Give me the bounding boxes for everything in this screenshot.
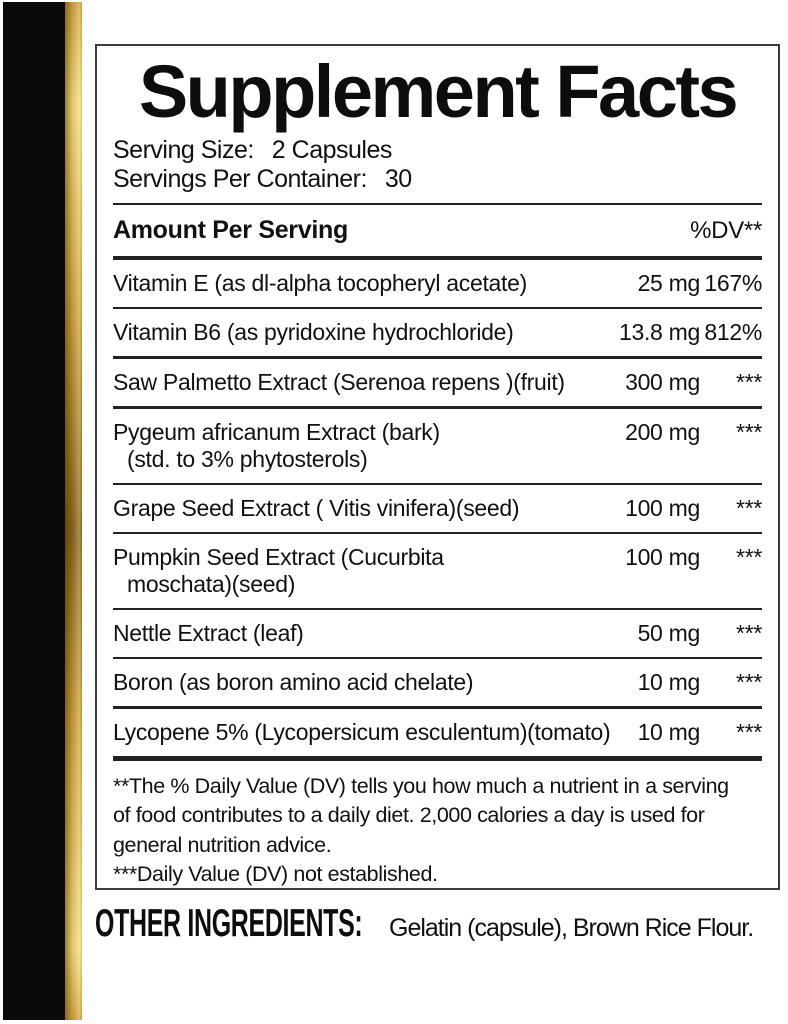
dv-header-label: %DV** xyxy=(690,217,762,245)
nutrient-name xyxy=(113,495,610,522)
nutrient-dv: *** xyxy=(736,543,762,570)
serving-info xyxy=(113,136,762,194)
nutrient-amount: 13.8 mg xyxy=(618,319,700,346)
nutrient-row xyxy=(113,709,762,756)
nutrient-dv: *** xyxy=(736,719,762,746)
nutrient-name xyxy=(113,319,610,346)
nutrient-dv: *** xyxy=(736,669,762,696)
nutrient-row xyxy=(113,260,762,307)
footnotes xyxy=(113,761,762,890)
nutrient-row xyxy=(113,610,762,657)
nutrient-name-line: Vitamin E (as dl-alpha tocopheryl acetate) xyxy=(113,270,527,297)
nutrient-name xyxy=(113,369,610,396)
nutrient-name xyxy=(113,544,610,598)
nutrient-row xyxy=(113,409,762,483)
other-ingredients-value: Gelatin (capsule), Brown Rice Flour. xyxy=(389,914,754,942)
serving-label: Serving Size: xyxy=(113,136,254,164)
nutrient-name-line: Vitamin B6 (as pyridoxine hydrochloride) xyxy=(113,319,514,346)
nutrient-name-line: Saw Palmetto Extract (Serenoa repens )(fruit) xyxy=(113,369,565,396)
nutrient-name-line: Pygeum africanum Extract (bark) xyxy=(113,418,440,445)
nutrient-name-line2: (std. to 3% phytosterols) xyxy=(127,445,368,472)
nutrient-row xyxy=(113,659,762,706)
serving-value: 2 Capsules xyxy=(271,136,392,164)
nutrient-name-line: Pumpkin Seed Extract (Cucurbita xyxy=(113,543,444,570)
nutrient-name-line: Grape Seed Extract ( Vitis vinifera)(seed) xyxy=(113,494,520,521)
nutrient-name xyxy=(113,270,610,297)
nutrient-amount: 200 mg xyxy=(625,418,700,445)
footnote-line: general nutrition advice. xyxy=(113,832,332,857)
nutrient-amount: 10 mg xyxy=(637,719,700,746)
serving-line xyxy=(113,165,762,194)
panel-title: Supplement Facts xyxy=(138,50,737,133)
nutrient-name-line: Nettle Extract (leaf) xyxy=(113,620,304,647)
nutrient-name-line: Lycopene 5% (Lycopersicum esculentum)(tomato) xyxy=(113,719,611,746)
nutrient-amount: 10 mg xyxy=(637,669,700,696)
serving-value: 30 xyxy=(384,165,412,193)
nutrient-name xyxy=(113,719,610,746)
nutrient-row xyxy=(113,309,762,356)
amount-per-serving-label: Amount Per Serving xyxy=(113,216,348,245)
nutrient-name-line2: moschata)(seed) xyxy=(127,570,296,597)
footnote-line: **The % Daily Value (DV) tells you how much a nutrient in a serving xyxy=(113,773,729,798)
nutrient-amount: 300 mg xyxy=(625,369,700,396)
supplement-facts-panel xyxy=(95,44,780,890)
nutrient-name xyxy=(113,620,610,647)
nutrient-row xyxy=(113,485,762,532)
nutrient-dv: *** xyxy=(736,494,762,521)
nutrient-row xyxy=(113,359,762,406)
serving-label: Servings Per Container: xyxy=(113,165,367,193)
nutrient-dv: *** xyxy=(736,418,762,445)
nutrient-amount: 50 mg xyxy=(637,620,700,647)
serving-line xyxy=(113,136,762,165)
nutrient-amount: 25 mg xyxy=(637,270,700,297)
nutrient-name xyxy=(113,669,610,696)
gold-stripe xyxy=(65,2,82,1020)
nutrient-dv: 167% xyxy=(704,270,762,297)
nutrient-amount: 100 mg xyxy=(625,543,700,570)
other-ingredients-label: OTHER INGREDIENTS: xyxy=(95,902,363,945)
nutrient-row xyxy=(113,534,762,608)
footnote-line: ***Daily Value (DV) not established. xyxy=(113,862,438,887)
nutrient-amount: 100 mg xyxy=(625,494,700,521)
nutrient-dv: *** xyxy=(736,369,762,396)
nutrient-name xyxy=(113,419,610,473)
footnote-line: of food contributes to a daily diet. 2,000 calories a day is used for xyxy=(113,803,705,828)
nutrient-dv: 812% xyxy=(704,319,762,346)
other-ingredients-line xyxy=(95,902,788,946)
nutrient-name-line: Boron (as boron amino acid chelate) xyxy=(113,669,474,696)
left-black-bar xyxy=(3,2,65,1020)
nutrient-rows xyxy=(113,260,762,761)
amount-header-row xyxy=(113,205,762,256)
nutrient-dv: *** xyxy=(736,620,762,647)
